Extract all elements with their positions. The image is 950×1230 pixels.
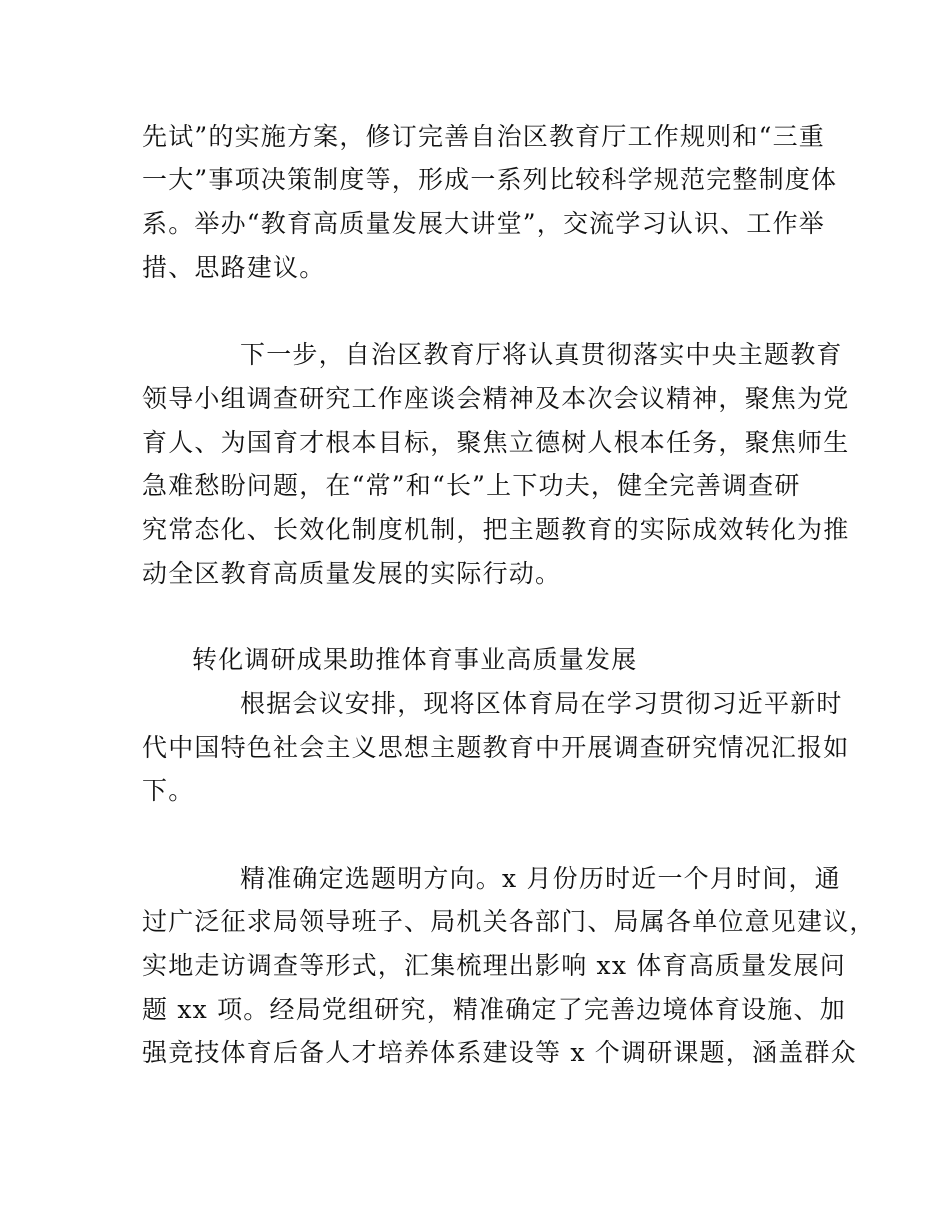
- para2-line: 究常态化、长效化制度机制，把主题教育的实际成效转化为推: [142, 515, 850, 544]
- para4-line: 强竞技体育后备人才培养体系建设等 x 个调研课题，涵盖群众: [142, 1038, 857, 1067]
- para2-line: 动全区教育高质量发展的实际行动。: [142, 559, 562, 588]
- para4-line: 题 xx 项。经局党组研究，精准确定了完善边境体育设施、加: [142, 995, 846, 1024]
- section-heading: 转化调研成果助推体育事业高质量发展: [192, 645, 638, 674]
- para4-line: 精准确定选题明方向。x 月份历时近一个月时间，通: [240, 864, 841, 893]
- para3-line: 下。: [142, 776, 195, 805]
- para2-line: 育人、为国育才根本目标，聚焦立德树人根本任务，聚焦师生: [142, 428, 850, 457]
- para1-line: 措、思路建议。: [142, 253, 326, 282]
- para3-line: 根据会议安排，现将区体育局在学习贯彻习近平新时: [240, 689, 843, 718]
- para1-line: 系。举办“教育高质量发展大讲堂”，交流学习认识、工作举: [142, 209, 825, 238]
- para4-line: 过广泛征求局领导班子、局机关各部门、局属各单位意见建议，: [142, 907, 876, 936]
- para2-line: 领导小组调查研究工作座谈会精神及本次会议精神，聚焦为党: [142, 384, 850, 413]
- para1-line: 先试”的实施方案，修订完善自治区教育厅工作规则和“三重: [142, 122, 825, 151]
- para2-line: 急难愁盼问题，在“常”和“长”上下功夫，健全完善调查研: [142, 471, 801, 500]
- para1-line: 一大”事项决策制度等，形成一系列比较科学规范完整制度体: [142, 165, 838, 194]
- para4-line: 实地走访调查等形式，汇集梳理出影响 xx 体育高质量发展问: [142, 951, 846, 980]
- para2-line: 下一步，自治区教育厅将认真贯彻落实中央主题教育: [240, 340, 843, 369]
- para3-line: 代中国特色社会主义思想主题教育中开展调查研究情况汇报如: [142, 733, 850, 762]
